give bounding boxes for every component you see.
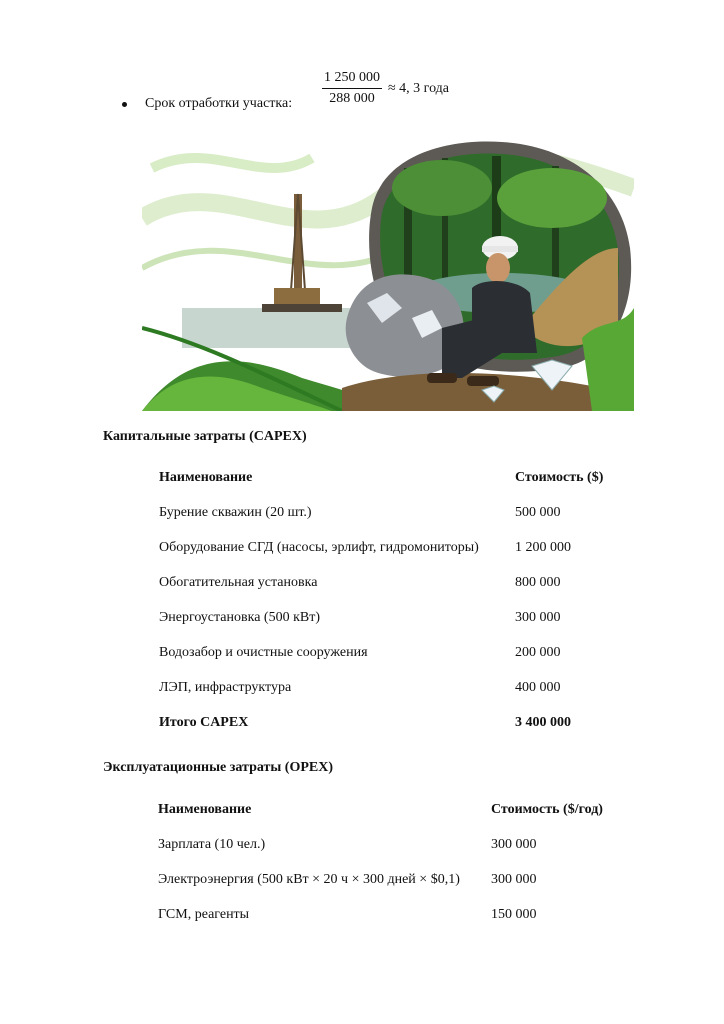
row-name: Электроэнергия (500 кВт × 20 ч × 300 дней × $0,1) <box>158 872 460 887</box>
row-cost: 150 000 <box>491 907 537 922</box>
row-name: Водозабор и очистные сооружения <box>159 645 368 660</box>
row-cost: 800 000 <box>515 575 561 590</box>
illustration-image <box>142 128 634 411</box>
row-cost: 300 000 <box>515 610 561 625</box>
row-cost: 300 000 <box>491 837 537 852</box>
row-name: ЛЭП, инфраструктура <box>159 680 292 695</box>
tree-canopy <box>497 168 607 228</box>
opex-table <box>158 802 628 932</box>
illustration <box>142 128 634 411</box>
row-name: Оборудование СГД (насосы, эрлифт, гидромониторы) <box>159 540 479 555</box>
formula-result: ≈ 4, 3 года <box>388 80 450 96</box>
fraction-denominator: 288 000 <box>329 91 375 106</box>
column-header-cost: Стоимость ($/год) <box>491 802 603 817</box>
row-cost: 200 000 <box>515 645 561 660</box>
tree-canopy <box>392 160 492 216</box>
column-header-name: Наименование <box>158 802 252 817</box>
fraction <box>322 70 382 107</box>
column-header-name: Наименование <box>159 470 253 485</box>
row-name: ГСМ, реагенты <box>158 907 250 922</box>
opex-heading: Эксплуатационные затраты (OPEX) <box>103 760 334 775</box>
row-cost: 1 200 000 <box>515 540 571 555</box>
column-header-cost: Стоимость ($) <box>515 470 604 485</box>
bullet-dot <box>122 102 127 107</box>
fraction-numerator: 1 250 000 <box>322 70 382 89</box>
row-name: Зарплата (10 чел.) <box>158 837 266 852</box>
row-name: Бурение скважин (20 шт.) <box>159 505 312 520</box>
swirl-shape <box>152 158 312 168</box>
row-cost: 500 000 <box>515 505 561 520</box>
capex-heading: Капитальные затраты (CAPEX) <box>103 429 307 444</box>
row-name: Энергоустановка (500 кВт) <box>159 610 321 625</box>
total-value: 3 400 000 <box>515 715 571 730</box>
formula <box>322 70 449 107</box>
row-cost: 400 000 <box>515 680 561 695</box>
row-cost: 300 000 <box>491 872 537 887</box>
capex-table <box>159 470 619 740</box>
bullet-label: Срок отработки участка: <box>145 96 293 111</box>
total-label: Итого CAPEX <box>159 715 249 730</box>
row-name: Обогатительная установка <box>159 575 318 590</box>
swirl-shape <box>142 248 402 268</box>
bullet-item <box>122 96 292 112</box>
